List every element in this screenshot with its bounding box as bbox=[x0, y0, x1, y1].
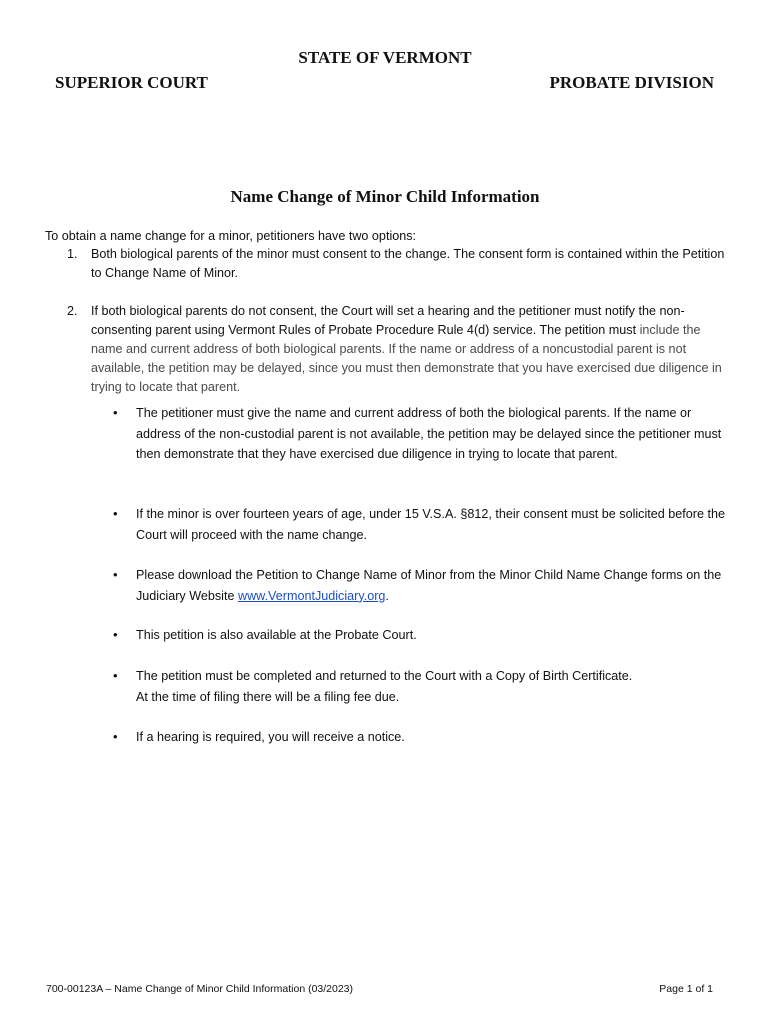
option-text-part-b: include the name and current address of both biological parents. If the name or address of a noncustodial parent is not available, the petition may be delayed, since you must then demonstrate that you have exercised due diligence in trying to locate that parent. bbox=[91, 323, 722, 394]
bullet-icon: • bbox=[113, 405, 118, 420]
option-text-part-a: If both biological parents do not consent, the Court will set a hearing and the petitioner must notify the non-consenting parent using Vermont Rules of Probate Procedure Rule 4(d) service. The petition must bbox=[91, 304, 685, 337]
bullet-text: The petitioner must give the name and current address of both the biological parents. If the name or address of the non-custodial parent is not available, the petition may be delayed since the petitioner must then demonstrate that they have exercised due diligence in trying to locate that parent. bbox=[136, 406, 722, 461]
option-text bbox=[91, 302, 732, 397]
court-name: SUPERIOR COURT bbox=[55, 73, 208, 92]
bullet-icon: • bbox=[113, 729, 118, 744]
bullet-text: If a hearing is required, you will receive a notice. bbox=[136, 730, 405, 744]
option-text: Both biological parents of the minor must consent to the change. The consent form is contained within the Petition to Change Name of Minor. bbox=[91, 247, 725, 280]
bullet-text bbox=[136, 565, 733, 606]
bullet-text: If the minor is over fourteen years of age, under 15 V.S.A. §812, their consent must be solicited before the Court will proceed with the name change. bbox=[136, 507, 725, 542]
bullet-text bbox=[136, 666, 733, 707]
option-1 bbox=[67, 245, 732, 283]
page-number: Page 1 of 1 bbox=[659, 983, 713, 995]
intro-text: To obtain a name change for a minor, petitioners have two options: bbox=[45, 229, 417, 243]
bullet-icon: • bbox=[113, 567, 118, 582]
option-2 bbox=[67, 302, 732, 397]
division-name: PROBATE DIVISION bbox=[549, 73, 714, 92]
option-number: 1. bbox=[67, 247, 78, 261]
bullet-item bbox=[113, 666, 733, 707]
bullet-item bbox=[113, 625, 733, 646]
option-number: 2. bbox=[67, 304, 78, 318]
form-number-footer: 700-00123A – Name Change of Minor Child Information (03/2023) bbox=[46, 983, 354, 995]
bullet-icon: • bbox=[113, 668, 118, 683]
bullet-text: This petition is also available at the Probate Court. bbox=[136, 628, 417, 642]
bullet-icon: • bbox=[113, 506, 118, 521]
bullet-item bbox=[113, 565, 733, 606]
bullet-item bbox=[113, 727, 733, 748]
bullet-text-main: Please download the Petition to Change Name of Minor from the Minor Child Name Change forms on the Judiciary Website bbox=[136, 568, 722, 603]
document-title: Name Change of Minor Child Information bbox=[230, 187, 540, 206]
state-title: STATE OF VERMONT bbox=[298, 48, 472, 67]
bullet-item bbox=[113, 504, 733, 545]
judiciary-website-link[interactable]: www.VermontJudiciary.org bbox=[237, 588, 386, 603]
bullet-text-end: . bbox=[385, 588, 389, 603]
bullet-icon: • bbox=[113, 627, 118, 642]
bullet-item bbox=[113, 403, 733, 465]
bullet-text-line-2: At the time of filing there will be a filing fee due. bbox=[136, 689, 400, 704]
bullet-text-line-1: The petition must be completed and returned to the Court with a Copy of Birth Certificate. bbox=[136, 669, 633, 683]
